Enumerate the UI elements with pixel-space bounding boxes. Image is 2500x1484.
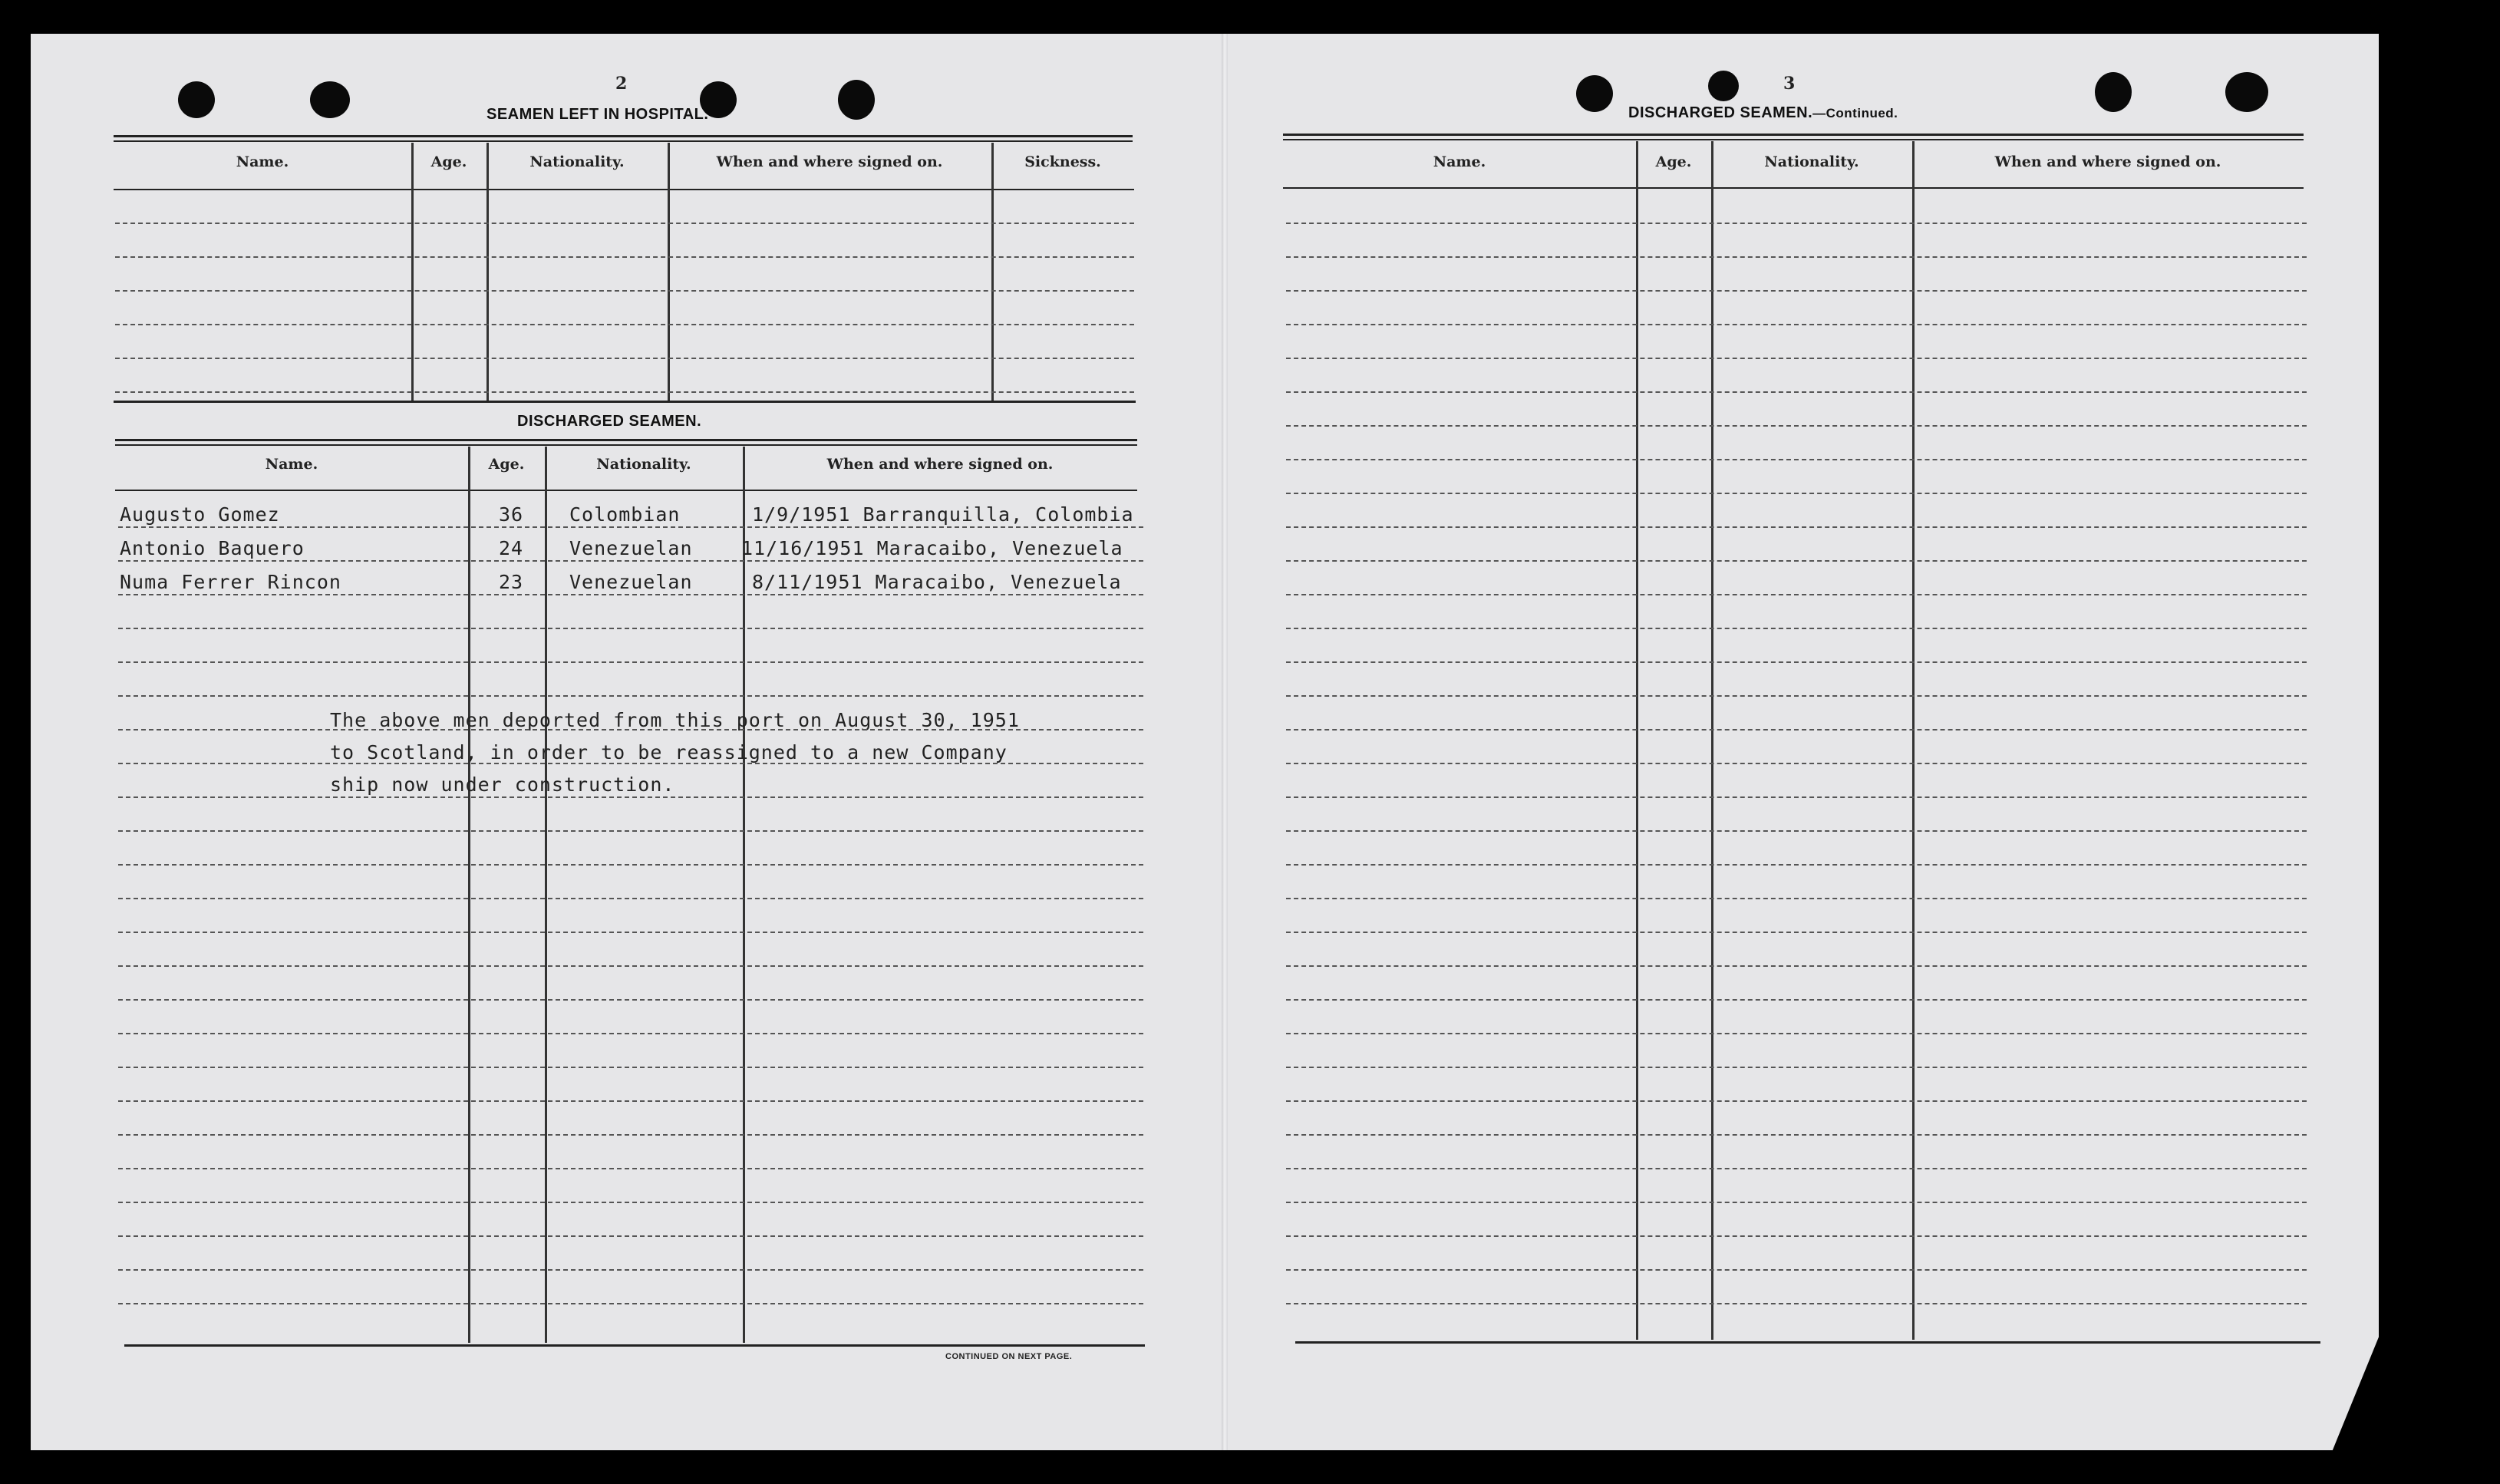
note-line: to Scotland, in order to be reassigned to a new Company <box>330 741 1008 763</box>
ruled-line <box>1286 1100 2307 1102</box>
seaman-age: 36 <box>499 503 524 526</box>
ruled-line <box>1286 1269 2307 1271</box>
ruled-line <box>1286 1134 2307 1136</box>
column-header-name: Name. <box>236 153 289 170</box>
punch-hole <box>1708 71 1739 101</box>
ruled-line <box>1286 830 2307 832</box>
hospital-section-title: SEAMEN LEFT IN HOSPITAL. <box>486 106 709 123</box>
ruled-line <box>1286 493 2307 494</box>
ruled-line <box>118 1303 1143 1304</box>
column-header-signed-on: When and where signed on. <box>716 153 943 170</box>
ruled-line <box>1286 1168 2307 1169</box>
column-header-rule <box>114 189 1134 190</box>
ruled-line <box>118 661 1143 663</box>
column-header-name: Name. <box>265 456 318 473</box>
seaman-nationality: Venezuelan <box>569 537 693 559</box>
punch-hole <box>2095 72 2132 112</box>
ruled-line <box>1286 358 2307 359</box>
ruled-line <box>115 391 1134 393</box>
ruled-line <box>1286 391 2307 393</box>
ruled-line <box>1286 796 2307 798</box>
column-header-age: Age. <box>488 456 525 473</box>
seaman-age: 24 <box>499 537 524 559</box>
column-header-signed-on: When and where signed on. <box>826 456 1054 473</box>
ruled-line <box>115 223 1134 224</box>
seaman-name: Antonio Baquero <box>120 537 305 559</box>
bottom-rule <box>124 1344 1145 1347</box>
ruled-line <box>1286 324 2307 325</box>
ruled-line <box>118 932 1143 933</box>
ruled-line <box>1286 932 2307 933</box>
column-divider <box>468 447 470 1343</box>
note-line: The above men deported from this port on August 30, 1951 <box>330 709 1020 731</box>
ruled-line <box>1286 999 2307 1001</box>
ruled-line <box>115 324 1134 325</box>
ruled-line <box>118 526 1143 528</box>
ruled-line <box>115 290 1134 292</box>
column-divider <box>486 143 489 401</box>
header-rule <box>114 135 1133 137</box>
ruled-line <box>118 864 1143 866</box>
column-header-nationality: Nationality. <box>529 153 625 170</box>
column-divider <box>1711 141 1713 1340</box>
header-rule <box>1283 134 2304 136</box>
page-number: 2 <box>615 74 628 94</box>
ruled-line <box>118 628 1143 629</box>
column-header-age: Age. <box>1655 153 1692 170</box>
column-divider <box>743 447 745 1343</box>
ruled-line <box>1286 628 2307 629</box>
ruled-line <box>115 256 1134 258</box>
seaman-name: Numa Ferrer Rincon <box>120 571 341 593</box>
ruled-line <box>118 729 1143 730</box>
header-rule <box>115 439 1137 441</box>
ruled-line <box>118 1269 1143 1271</box>
right-page <box>1224 34 2379 1450</box>
ruled-line <box>1286 1067 2307 1068</box>
ruled-line <box>1286 1033 2307 1034</box>
column-divider <box>411 143 414 401</box>
ruled-line <box>118 1235 1143 1237</box>
ruled-line <box>1286 695 2307 697</box>
column-divider <box>545 447 547 1343</box>
column-header-rule <box>1283 187 2304 189</box>
seaman-signed-on: 8/11/1951 Maracaibo, Venezuela <box>752 571 1122 593</box>
punch-hole <box>310 81 350 118</box>
ruled-line <box>118 594 1143 595</box>
punch-hole <box>2225 72 2268 112</box>
section-rule <box>114 401 1136 403</box>
ruled-line <box>1286 661 2307 663</box>
column-divider <box>668 143 670 401</box>
ruled-line <box>1286 1303 2307 1304</box>
column-header-sickness: Sickness. <box>1024 153 1101 170</box>
ruled-line <box>1286 729 2307 730</box>
discharged-continued-title <box>1628 104 1898 122</box>
punch-hole <box>838 80 875 120</box>
ruled-line <box>118 1202 1143 1203</box>
ruled-line <box>1286 560 2307 562</box>
ruled-line <box>1286 864 2307 866</box>
ruled-line <box>1286 1235 2307 1237</box>
ruled-line <box>118 1067 1143 1068</box>
column-header-rule <box>115 490 1137 491</box>
page-fold <box>1222 34 1228 1450</box>
seaman-nationality: Colombian <box>569 503 681 526</box>
seaman-nationality: Venezuelan <box>569 571 693 593</box>
ruled-line <box>118 560 1143 562</box>
title-text: DISCHARGED SEAMEN. <box>1628 104 1813 121</box>
ruled-line <box>118 898 1143 899</box>
ruled-line <box>118 695 1143 697</box>
continued-footer: CONTINUED ON NEXT PAGE. <box>945 1352 1073 1361</box>
ruled-line <box>118 1033 1143 1034</box>
ruled-line <box>118 830 1143 832</box>
bottom-rule <box>1295 1341 2320 1344</box>
ruled-line <box>118 763 1143 764</box>
column-divider <box>991 143 994 401</box>
seaman-name: Augusto Gomez <box>120 503 280 526</box>
column-header-age: Age. <box>430 153 467 170</box>
column-header-nationality: Nationality. <box>596 456 691 473</box>
page-number: 3 <box>1783 74 1796 94</box>
ruled-line <box>1286 256 2307 258</box>
column-divider <box>1636 141 1638 1340</box>
ruled-line <box>1286 594 2307 595</box>
column-header-nationality: Nationality. <box>1764 153 1859 170</box>
title-suffix: —Continued. <box>1812 106 1898 120</box>
ruled-line <box>1286 290 2307 292</box>
ruled-line <box>1286 223 2307 224</box>
ruled-line <box>1286 459 2307 460</box>
note-line: ship now under construction. <box>330 773 675 796</box>
ruled-line <box>1286 763 2307 764</box>
ruled-line <box>1286 526 2307 528</box>
column-header-name: Name. <box>1433 153 1486 170</box>
seaman-signed-on: 1/9/1951 Barranquilla, Colombia <box>752 503 1134 526</box>
header-rule <box>115 444 1137 446</box>
ruled-line <box>115 358 1134 359</box>
column-divider <box>1912 141 1915 1340</box>
ruled-line <box>1286 965 2307 967</box>
ruled-line <box>118 796 1143 798</box>
ruled-line <box>1286 1202 2307 1203</box>
ruled-line <box>118 1168 1143 1169</box>
column-header-signed-on: When and where signed on. <box>1994 153 2221 170</box>
ruled-line <box>118 999 1143 1001</box>
punch-hole <box>178 81 215 118</box>
ruled-line <box>118 1100 1143 1102</box>
header-rule <box>114 140 1133 142</box>
ruled-line <box>118 1134 1143 1136</box>
header-rule <box>1283 139 2304 140</box>
discharged-section-title: DISCHARGED SEAMEN. <box>517 413 702 430</box>
seaman-age: 23 <box>499 571 524 593</box>
seaman-signed-on: 11/16/1951 Maracaibo, Venezuela <box>741 537 1123 559</box>
punch-hole <box>1576 75 1613 112</box>
ruled-line <box>118 965 1143 967</box>
ruled-line <box>1286 898 2307 899</box>
ruled-line <box>1286 425 2307 427</box>
